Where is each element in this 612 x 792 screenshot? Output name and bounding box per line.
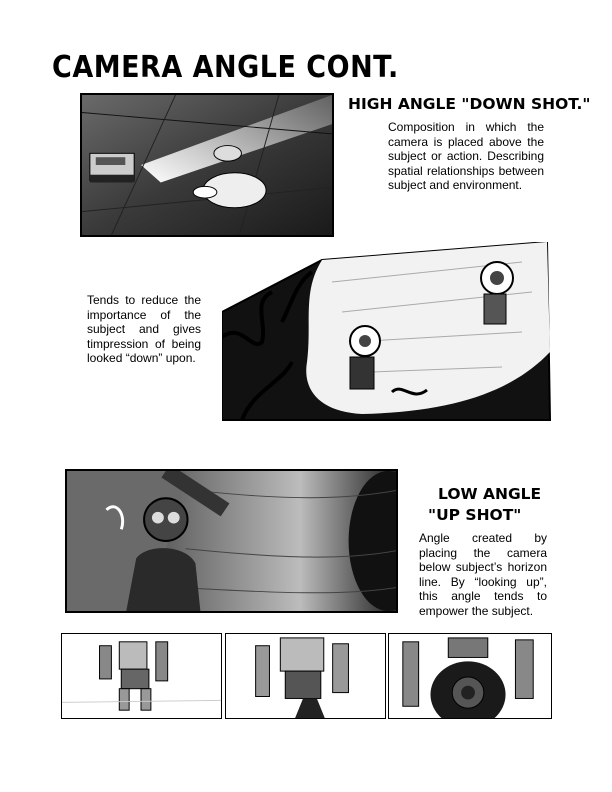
low-angle-description: Angle created by placing the camera below subject’s horizon line. By “looking up”, this angle tends to empower the subject. <box>419 531 547 618</box>
page-title: CAMERA ANGLE CONT. <box>52 50 399 85</box>
high-angle-effect: Tends to reduce the importance of the subject and gives timpression of being looked “down” upon. <box>87 293 201 365</box>
low-angle-aviator-sketch <box>65 469 398 613</box>
high-angle-heading: HIGH ANGLE "DOWN SHOT." <box>348 95 591 113</box>
high-angle-car-sketch <box>80 93 334 237</box>
robot-sketch-low <box>388 633 552 719</box>
robot-sketch-medium <box>225 633 386 719</box>
high-angle-cowboys-sketch <box>222 242 552 422</box>
high-angle-description: Composition in which the camera is placed above the subject or action. Describing spatial relationships between subject and environment. <box>388 120 544 192</box>
robot-sketch-wide <box>61 633 222 719</box>
low-angle-heading-line2: "UP SHOT" <box>428 506 522 524</box>
low-angle-heading-line1: LOW ANGLE <box>438 485 542 503</box>
